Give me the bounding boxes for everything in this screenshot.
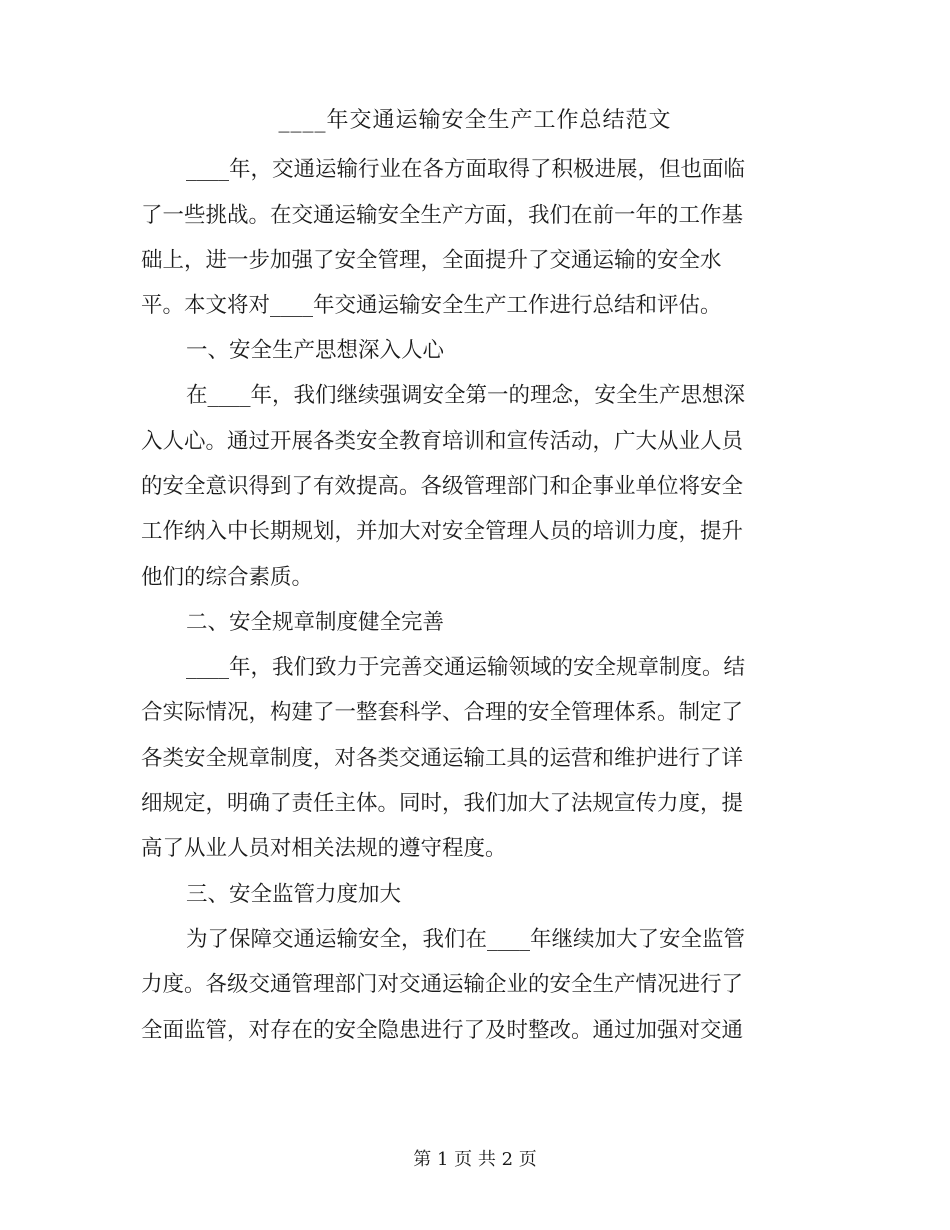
section-heading: 二、安全规章制度健全完善 bbox=[186, 610, 445, 635]
body-line: ____年，我们致力于完善交通运输领域的安全规章制度。结 bbox=[186, 655, 746, 680]
body-line: 合实际情况，构建了一整套科学、合理的安全管理体系。制定了 bbox=[141, 700, 744, 725]
body-line: 工作纳入中长期规划，并加大对安全管理人员的培训力度，提升 bbox=[141, 519, 744, 544]
body-line: 各类安全规章制度，对各类交通运输工具的运营和维护进行了详 bbox=[141, 746, 744, 771]
body-line: 平。本文将对____年交通运输安全生产工作进行总结和评估。 bbox=[141, 293, 722, 318]
body-line: 细规定，明确了责任主体。同时，我们加大了法规宣传力度，提 bbox=[141, 791, 744, 816]
section-heading: 三、安全监管力度加大 bbox=[186, 882, 402, 907]
body-line: 高了从业人员对相关法规的遵守程度。 bbox=[141, 836, 507, 861]
document-title: ____年交通运输安全生产工作总结范文 bbox=[278, 108, 672, 133]
body-line: 为了保障交通运输安全，我们在____年继续加大了安全监管 bbox=[186, 927, 746, 952]
body-line: 入人心。通过开展各类安全教育培训和宣传活动，广大从业人员 bbox=[141, 429, 744, 454]
body-line: 础上，进一步加强了安全管理，全面提升了交通运输的安全水 bbox=[141, 248, 722, 273]
body-line: 力度。各级交通管理部门对交通运输企业的安全生产情况进行了 bbox=[141, 972, 744, 997]
section-heading: 一、安全生产思想深入人心 bbox=[186, 338, 445, 363]
page-number-footer: 第 1 页 共 2 页 bbox=[413, 1149, 537, 1170]
body-line: 在____年，我们继续强调安全第一的理念，安全生产思想深 bbox=[186, 383, 746, 408]
body-line: 全面监管，对存在的安全隐患进行了及时整改。通过加强对交通 bbox=[141, 1018, 744, 1043]
body-line: 的安全意识得到了有效提高。各级管理部门和企事业单位将安全 bbox=[141, 474, 744, 499]
body-line: ____年，交通运输行业在各方面取得了积极进展，但也面临 bbox=[186, 157, 746, 182]
body-line: 他们的综合素质。 bbox=[141, 565, 314, 590]
body-line: 了一些挑战。在交通运输安全生产方面，我们在前一年的工作基 bbox=[141, 203, 744, 228]
